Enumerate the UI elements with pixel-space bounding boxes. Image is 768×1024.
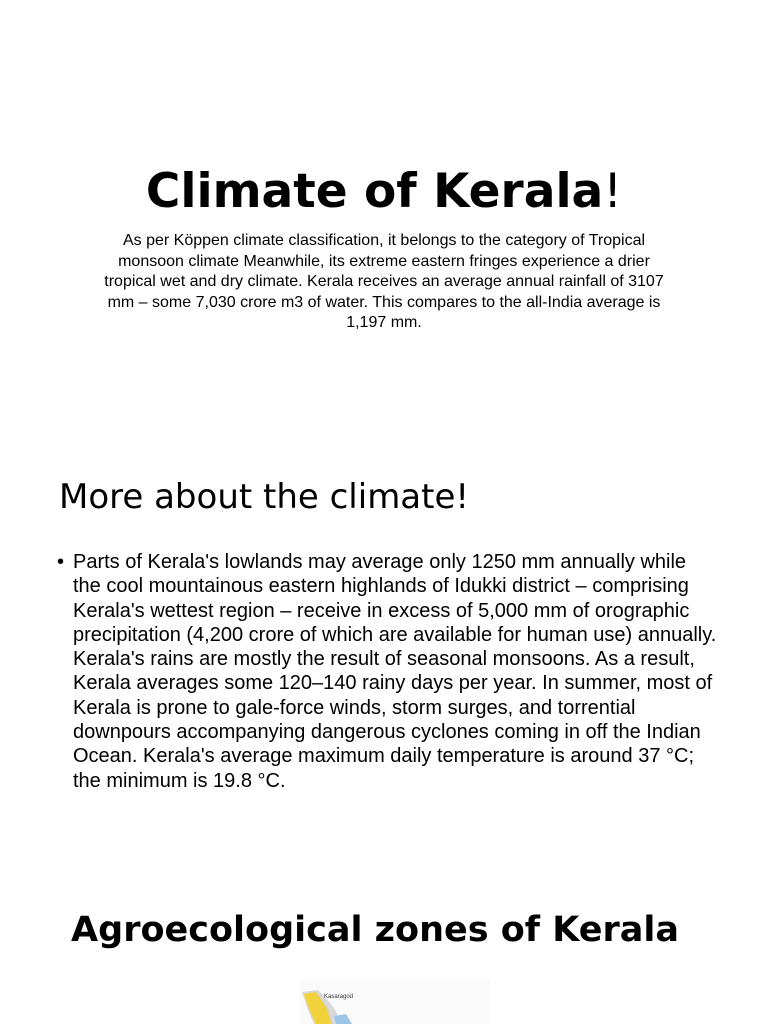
kerala-zones-map-image	[300, 980, 490, 1024]
map-label-kasaragod: Kasaragod	[324, 994, 354, 1000]
list-item	[57, 550, 717, 793]
section-heading-agroecological-zones: Agroecological zones of Kerala	[71, 910, 679, 950]
slide-title-main: Climate of Kerala	[145, 164, 604, 219]
climate-bullet-list	[57, 550, 717, 793]
bullet-icon: •	[57, 551, 65, 573]
section-heading-more-climate: More about the climate!	[59, 477, 470, 517]
climate-summary-paragraph: As per Köppen climate classification, it belongs to the category of Tropical monsoon climate Meanwhile, its extreme eastern fringes experience a drier tropical wet and dry climate. Kerala receives an average annual rainfall of 3107 mm – some 7,030 crore m3 of water. This compares to the all-India average is 1,197 mm.	[104, 232, 664, 331]
slide-title-exclamation: !	[603, 164, 623, 219]
list-item-text: Parts of Kerala's lowlands may average only 1250 mm annually while the cool mountainous eastern highlands of Idukki district – comprising Kerala's wettest region – receive in excess of 5,000 mm of orographic precipitation (4,200 crore of which are available for human use) annually. Kerala's rains are mostly the result of seasonal monsoons. As a result, Kerala averages some 120–140 rainy days per year. In summer, most of Kerala is prone to gale-force winds, storm surges, and torrential downpours accompanying dangerous cyclones coming in off the Indian Ocean. Kerala's average maximum daily temperature is around 37 °C; the minimum is 19.8 °C.	[73, 551, 717, 792]
slide-title	[0, 162, 768, 222]
map-shape-icon	[300, 980, 490, 1024]
